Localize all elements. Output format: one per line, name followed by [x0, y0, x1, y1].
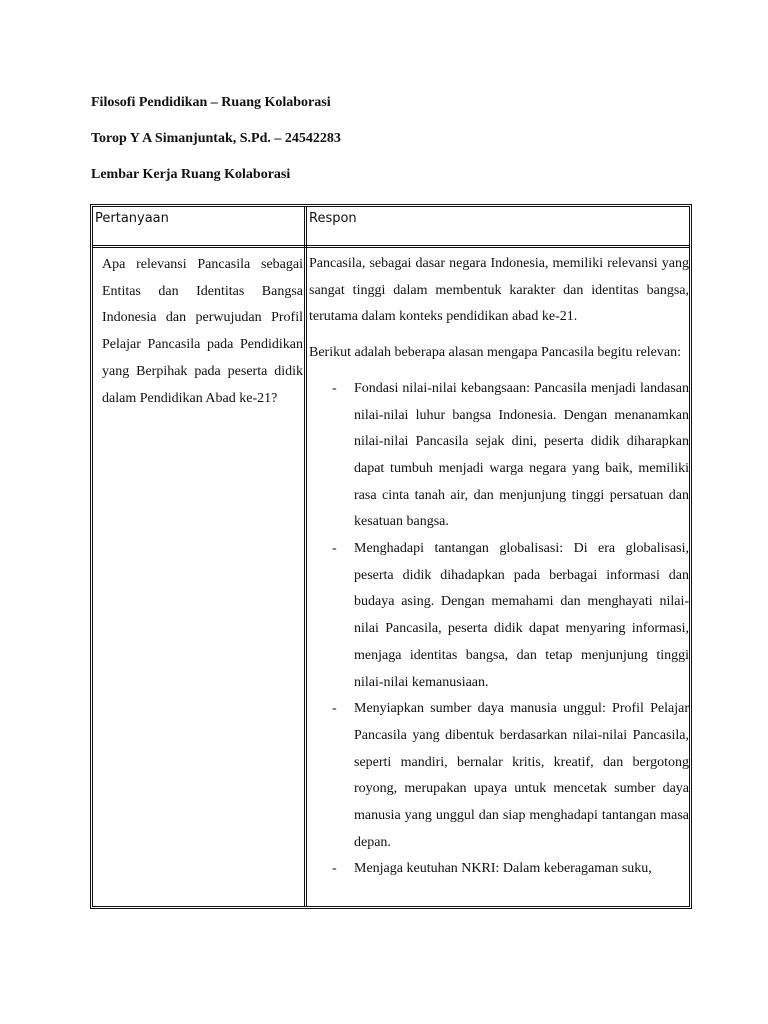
column-divider: [304, 207, 307, 906]
list-item-text: Menjaga keutuhan NKRI: Dalam keberagaman suku,: [354, 861, 652, 877]
response-lead-paragraph: Berikut adalah beberapa alasan mengapa Pancasila begitu relevan:: [309, 345, 681, 361]
dash-bullet: -: [332, 701, 337, 717]
reasons-list: [309, 376, 689, 883]
question-cell: Apa relevansi Pancasila sebagai Entitas dan Identitas Bangsa Indonesia dan perwujudan Profil Pelajar Pancasila pada Pendidikan yang Berpihak pada peserta didik dalam Pendidikan Abad ke-21?: [102, 257, 303, 406]
dash-bullet: -: [332, 861, 337, 877]
list-item-text: Menghadapi tantangan globalisasi: Di era globalisasi, peserta didik dihadapkan pada berbagai informasi dan budaya asing. Dengan memahami dan menghayati nilai-nilai Pancasila, peserta didik dapat menyaring informasi, menjaga identitas bangsa, dan tetap menjunjung tinggi nilai-nilai kemanusiaan.: [354, 541, 689, 690]
list-item: [309, 376, 689, 536]
worksheet-table: [90, 204, 692, 909]
list-item: [309, 696, 689, 856]
question-column-header: Pertanyaan: [95, 211, 169, 226]
dash-bullet: -: [332, 541, 337, 557]
list-item: [309, 856, 689, 883]
author-line: Torop Y A Simanjuntak, S.Pd. – 24542283: [91, 131, 341, 146]
header-divider: [93, 245, 689, 248]
response-intro-paragraph: Pancasila, sebagai dasar negara Indonesia, memiliki relevansi yang sangat tinggi dalam membentuk karakter dan identitas bangsa, terutama dalam konteks pendidikan abad ke-21.: [309, 256, 689, 325]
response-column-header: Respon: [309, 211, 357, 226]
document-title: Filosofi Pendidikan – Ruang Kolaborasi: [91, 95, 331, 110]
list-item: [309, 536, 689, 696]
worksheet-title: Lembar Kerja Ruang Kolaborasi: [91, 167, 291, 182]
response-cell: [309, 251, 689, 883]
dash-bullet: -: [332, 380, 337, 396]
list-item-text: Fondasi nilai-nilai kebangsaan: Pancasila menjadi landasan nilai-nilai luhur bangsa Indonesia. Dengan menanamkan nilai-nilai Pancasila sejak dini, peserta didik diharapkan dapat tumbuh menjadi warga negara yang baik, memiliki rasa cinta tanah air, dan menjunjung tinggi persatuan dan kesatuan bangsa.: [354, 380, 689, 530]
list-item-text: Menyiapkan sumber daya manusia unggul: Profil Pelajar Pancasila yang dibentuk berdasarkan nilai-nilai Pancasila, seperti mandiri, bernalar kritis, kreatif, dan bergotong royong, merupakan upaya untuk mencetak sumber daya manusia yang unggul dan siap menghadapi tantangan masa depan.: [354, 701, 689, 850]
